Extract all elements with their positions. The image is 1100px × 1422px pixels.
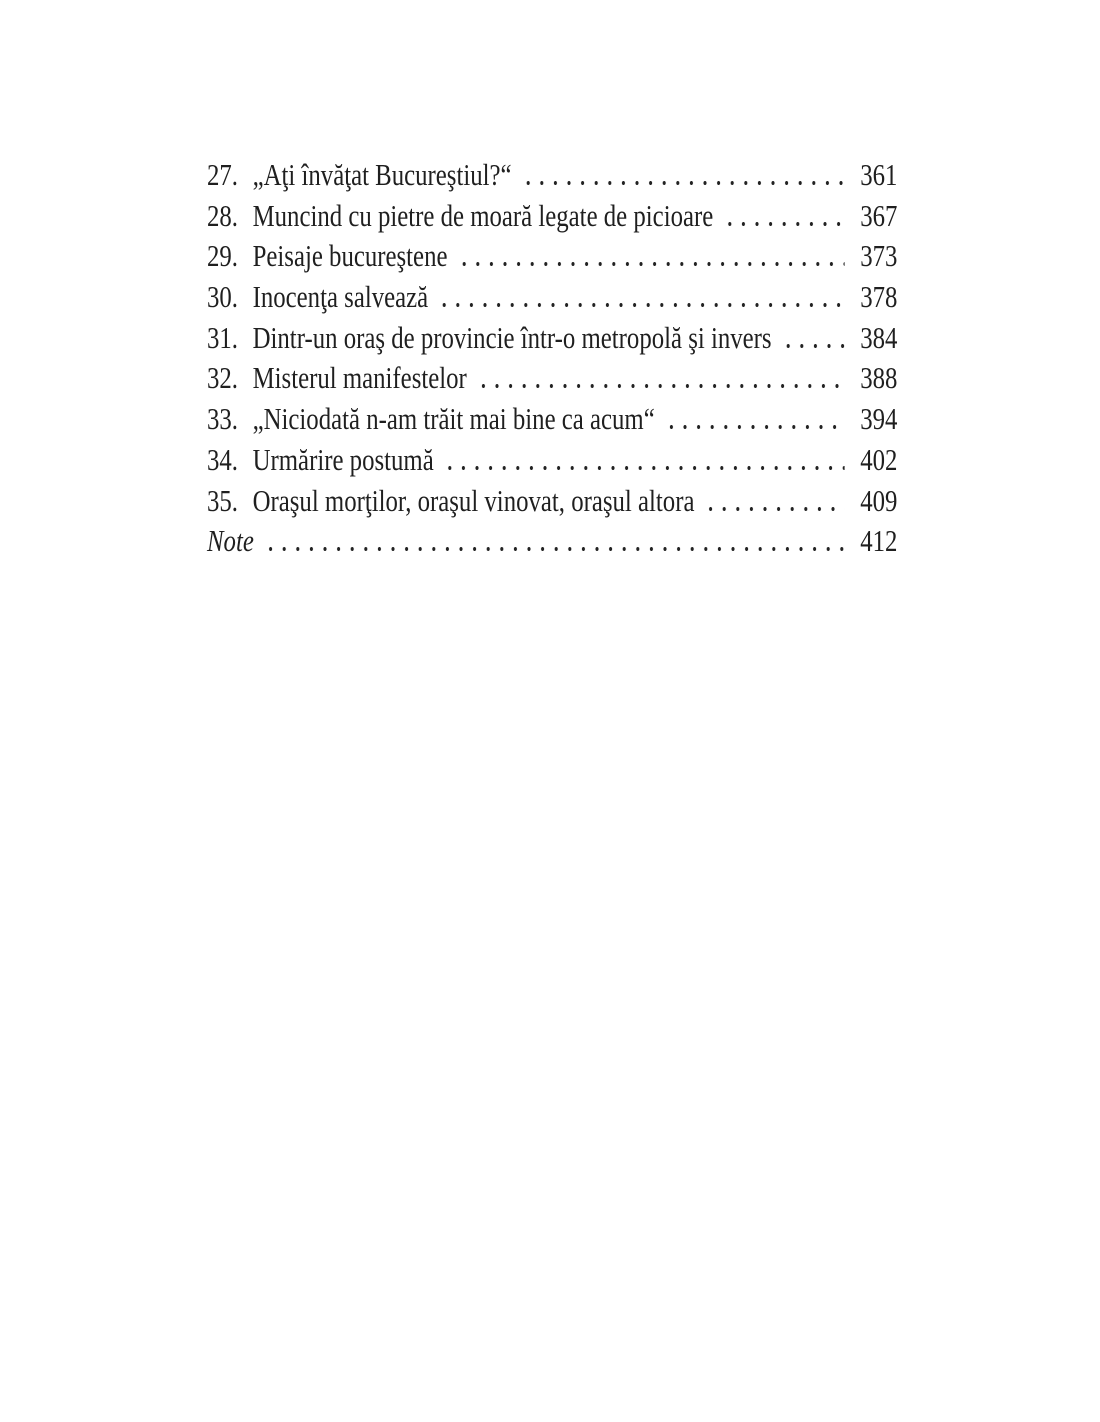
- dot-leader: [476, 384, 844, 388]
- dot-leader: [664, 425, 844, 429]
- entry-number: 34.: [207, 441, 238, 477]
- dot-leader: [438, 303, 845, 307]
- entry-number: 33.: [207, 401, 238, 437]
- entry-title: Inocenţa salvează: [252, 279, 429, 315]
- dot-leader: [457, 262, 845, 266]
- entry-number: 31.: [207, 319, 238, 355]
- table-of-contents: [207, 155, 897, 562]
- toc-entry-note: [207, 521, 897, 562]
- entry-page-number: 394: [860, 401, 898, 437]
- entry-number: 27.: [207, 157, 238, 192]
- entry-page-number: 361: [860, 157, 898, 192]
- toc-entry: [207, 155, 897, 196]
- entry-page-number: 378: [860, 279, 898, 315]
- entry-number: 28.: [207, 197, 238, 233]
- toc-entry: [207, 440, 897, 481]
- toc-entry: [207, 358, 897, 399]
- dot-leader: [704, 507, 845, 511]
- entry-title: „Niciodată n-am trăit mai bine ca acum“: [252, 401, 655, 437]
- entry-number: 30.: [207, 279, 238, 315]
- toc-entry: [207, 318, 897, 359]
- toc-entry: [207, 277, 897, 318]
- toc-entry: [207, 399, 897, 440]
- entry-page-number: 412: [860, 523, 898, 559]
- entry-title: Misterul manifestelor: [252, 360, 467, 396]
- entry-page-number: 373: [860, 238, 898, 274]
- entry-title: „Aţi învăţat Bucureştiul?“: [252, 157, 512, 192]
- entry-page-number: 384: [860, 319, 898, 355]
- entry-page-number: 409: [860, 482, 898, 518]
- entry-page-number: 367: [860, 197, 898, 233]
- entry-page-number: 402: [860, 441, 898, 477]
- entry-number: 32.: [207, 360, 238, 396]
- entry-number: 35.: [207, 482, 238, 518]
- entry-page-number: 388: [860, 360, 898, 396]
- dot-leader: [781, 344, 844, 348]
- entry-title: Urmărire postumă: [252, 441, 434, 477]
- dot-leader: [723, 222, 845, 226]
- entry-title: Dintr-un oraş de provincie într-o metropolă şi invers: [252, 319, 772, 355]
- dot-leader: [263, 547, 844, 551]
- toc-entry: [207, 196, 897, 237]
- entry-number: 29.: [207, 238, 238, 274]
- dot-leader: [521, 181, 844, 185]
- entry-title: Note: [207, 523, 254, 559]
- toc-entry: [207, 236, 897, 277]
- entry-title: Oraşul morţilor, oraşul vinovat, oraşul altora: [252, 482, 695, 518]
- entry-title: Muncind cu pietre de moară legate de picioare: [252, 197, 714, 233]
- dot-leader: [443, 466, 844, 470]
- toc-entry: [207, 481, 897, 522]
- entry-title: Peisaje bucureştene: [252, 238, 448, 274]
